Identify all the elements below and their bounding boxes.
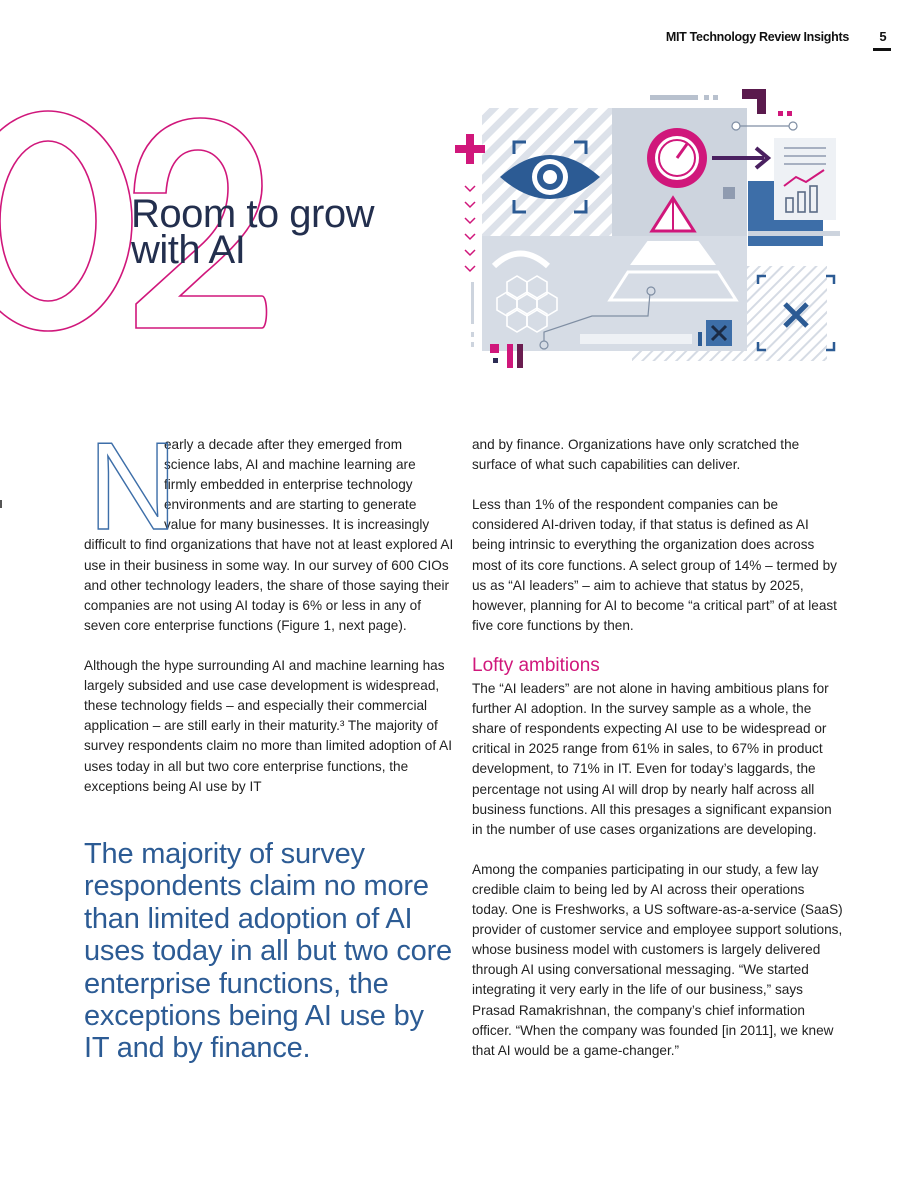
- margin-mark: [0, 500, 2, 508]
- paragraph-hype-continued: and by finance. Organizations have only scratched the surface of what such capabilities can deliver.: [472, 437, 800, 473]
- opening-paragraph-rest: difficult to find organizations that have not at least explored AI use in their business in some way. In our survey of 600 CIOs and other technology leaders, the share of those saying their companies are not using AI today is 6% or less in any of seven core enterprise functions (Figure 1, next page).: [84, 537, 454, 633]
- numeral-zero-outer: [0, 111, 132, 331]
- chevron-down-icon: [465, 202, 475, 207]
- ai-illustration: [452, 86, 847, 376]
- target-bracket: [826, 342, 834, 350]
- navy-dot: [493, 358, 498, 363]
- magenta-bar-1: [507, 344, 513, 368]
- section-title-line-1: Room to grow: [131, 192, 374, 236]
- circuit-node: [540, 341, 548, 349]
- target-bracket: [826, 276, 834, 284]
- opening-line-4: environments and are starting to generate: [164, 497, 417, 513]
- chevron-down-icon: [465, 250, 475, 255]
- body-column-left: [84, 418, 454, 817]
- pull-quote: The majority of survey respondents claim no more than limited adoption of AI uses today in all but two core enterprise functions, the exceptions being AI use by IT and by finance.: [84, 838, 452, 1065]
- magenta-dot-1: [778, 111, 783, 116]
- chevron-down-icon: [465, 234, 475, 239]
- magenta-dot-2: [787, 111, 792, 116]
- numeral-zero-inner: [0, 141, 96, 301]
- opening-line-2: science labs, AI and machine learning are: [164, 457, 416, 473]
- subheading: Lofty ambitions: [472, 655, 600, 677]
- plus-icon-horizontal: [455, 145, 485, 153]
- dropcap-letter: [88, 418, 178, 556]
- opening-line-1: early a decade after they emerged from: [164, 437, 403, 452]
- chevron-column: [465, 186, 475, 271]
- section-title-line-2: with AI: [131, 228, 246, 272]
- top-bar: [650, 95, 698, 100]
- chevron-down-icon: [465, 218, 475, 223]
- paragraph-ai-driven: Less than 1% of the respondent companies can be considered AI-driven today, if that status is defined as AI being intrinsic to everything the organization does across most of its core functions. A select group of 14% – termed by us as “AI leaders” – aim to achieve that status by 2025, however, planning for AI to become “a critical part” of at least five core functions by then.: [472, 497, 837, 633]
- paragraph-ai-leaders: The “AI leaders” are not alone in having ambitious plans for further AI adoption. In the survey sample as a whole, the share of respondents expecting AI use to be widespread or critical in 2025 range from 61% in sales, to 67% in product development, to 71% in IT. Even for today’s laggards, the percentage not using AI will drop by nearly half across all business functions. All this presages a significant expansion in the number of use cases organizations are developing.: [472, 681, 832, 837]
- opening-line-3: firmly embedded in enterprise technology: [164, 477, 413, 493]
- top-bar-dot-2: [713, 95, 718, 100]
- paragraph-freshworks: Among the companies participating in our study, a few lay credible claim to being led by AI across their operations today. One is Freshworks, a US software-as-a-service (SaaS) provider of customer service and employee support solutions, whose business model with customers is largely delivered through AI using conversational messaging. “We started integrating it very early in the life of our business,” says Prasad Ramakrishnan, the company’s chief information officer. “When the company was founded [in 2011], we knew that AI would be a game-changer.”: [472, 861, 843, 1058]
- body-column-right: [472, 435, 844, 1081]
- circuit-node: [647, 287, 655, 295]
- top-bar-dot-1: [704, 95, 709, 100]
- section-title: [131, 192, 431, 272]
- bottom-bar: [580, 334, 692, 344]
- small-gray-square: [723, 187, 735, 199]
- opening-line-5: value for many businesses. It is increasingly: [164, 517, 430, 533]
- chevron-down-icon: [465, 266, 475, 271]
- connector-node: [789, 122, 797, 130]
- chevron-down-icon: [465, 186, 475, 191]
- plum-bar: [517, 344, 523, 368]
- report-shelf: [748, 231, 840, 236]
- bottom-bar-cap: [698, 332, 702, 346]
- side-rule-dot-1: [471, 332, 474, 337]
- page-number: 5: [879, 29, 887, 44]
- svg-text:N: N: [88, 418, 178, 556]
- side-rule-dot-2: [471, 342, 474, 347]
- paragraph-hype: Although the hype surrounding AI and machine learning has largely subsided and use case development is widespread, these technology fields – and especially their commercial application – are still early in their maturity.³ The majority of survey respondents claim no more than limited adoption of AI uses today in all but two core enterprise functions, the exceptions being AI use by IT: [84, 658, 452, 794]
- magenta-block: [490, 344, 499, 353]
- eye-highlight: [543, 170, 557, 184]
- connector-node: [732, 122, 740, 130]
- gauge-icon: [647, 128, 707, 188]
- opening-paragraph: [84, 418, 454, 636]
- side-rule: [471, 282, 474, 324]
- publication-brand: MIT Technology Review Insights: [665, 30, 849, 44]
- page-number-rule: [873, 48, 891, 51]
